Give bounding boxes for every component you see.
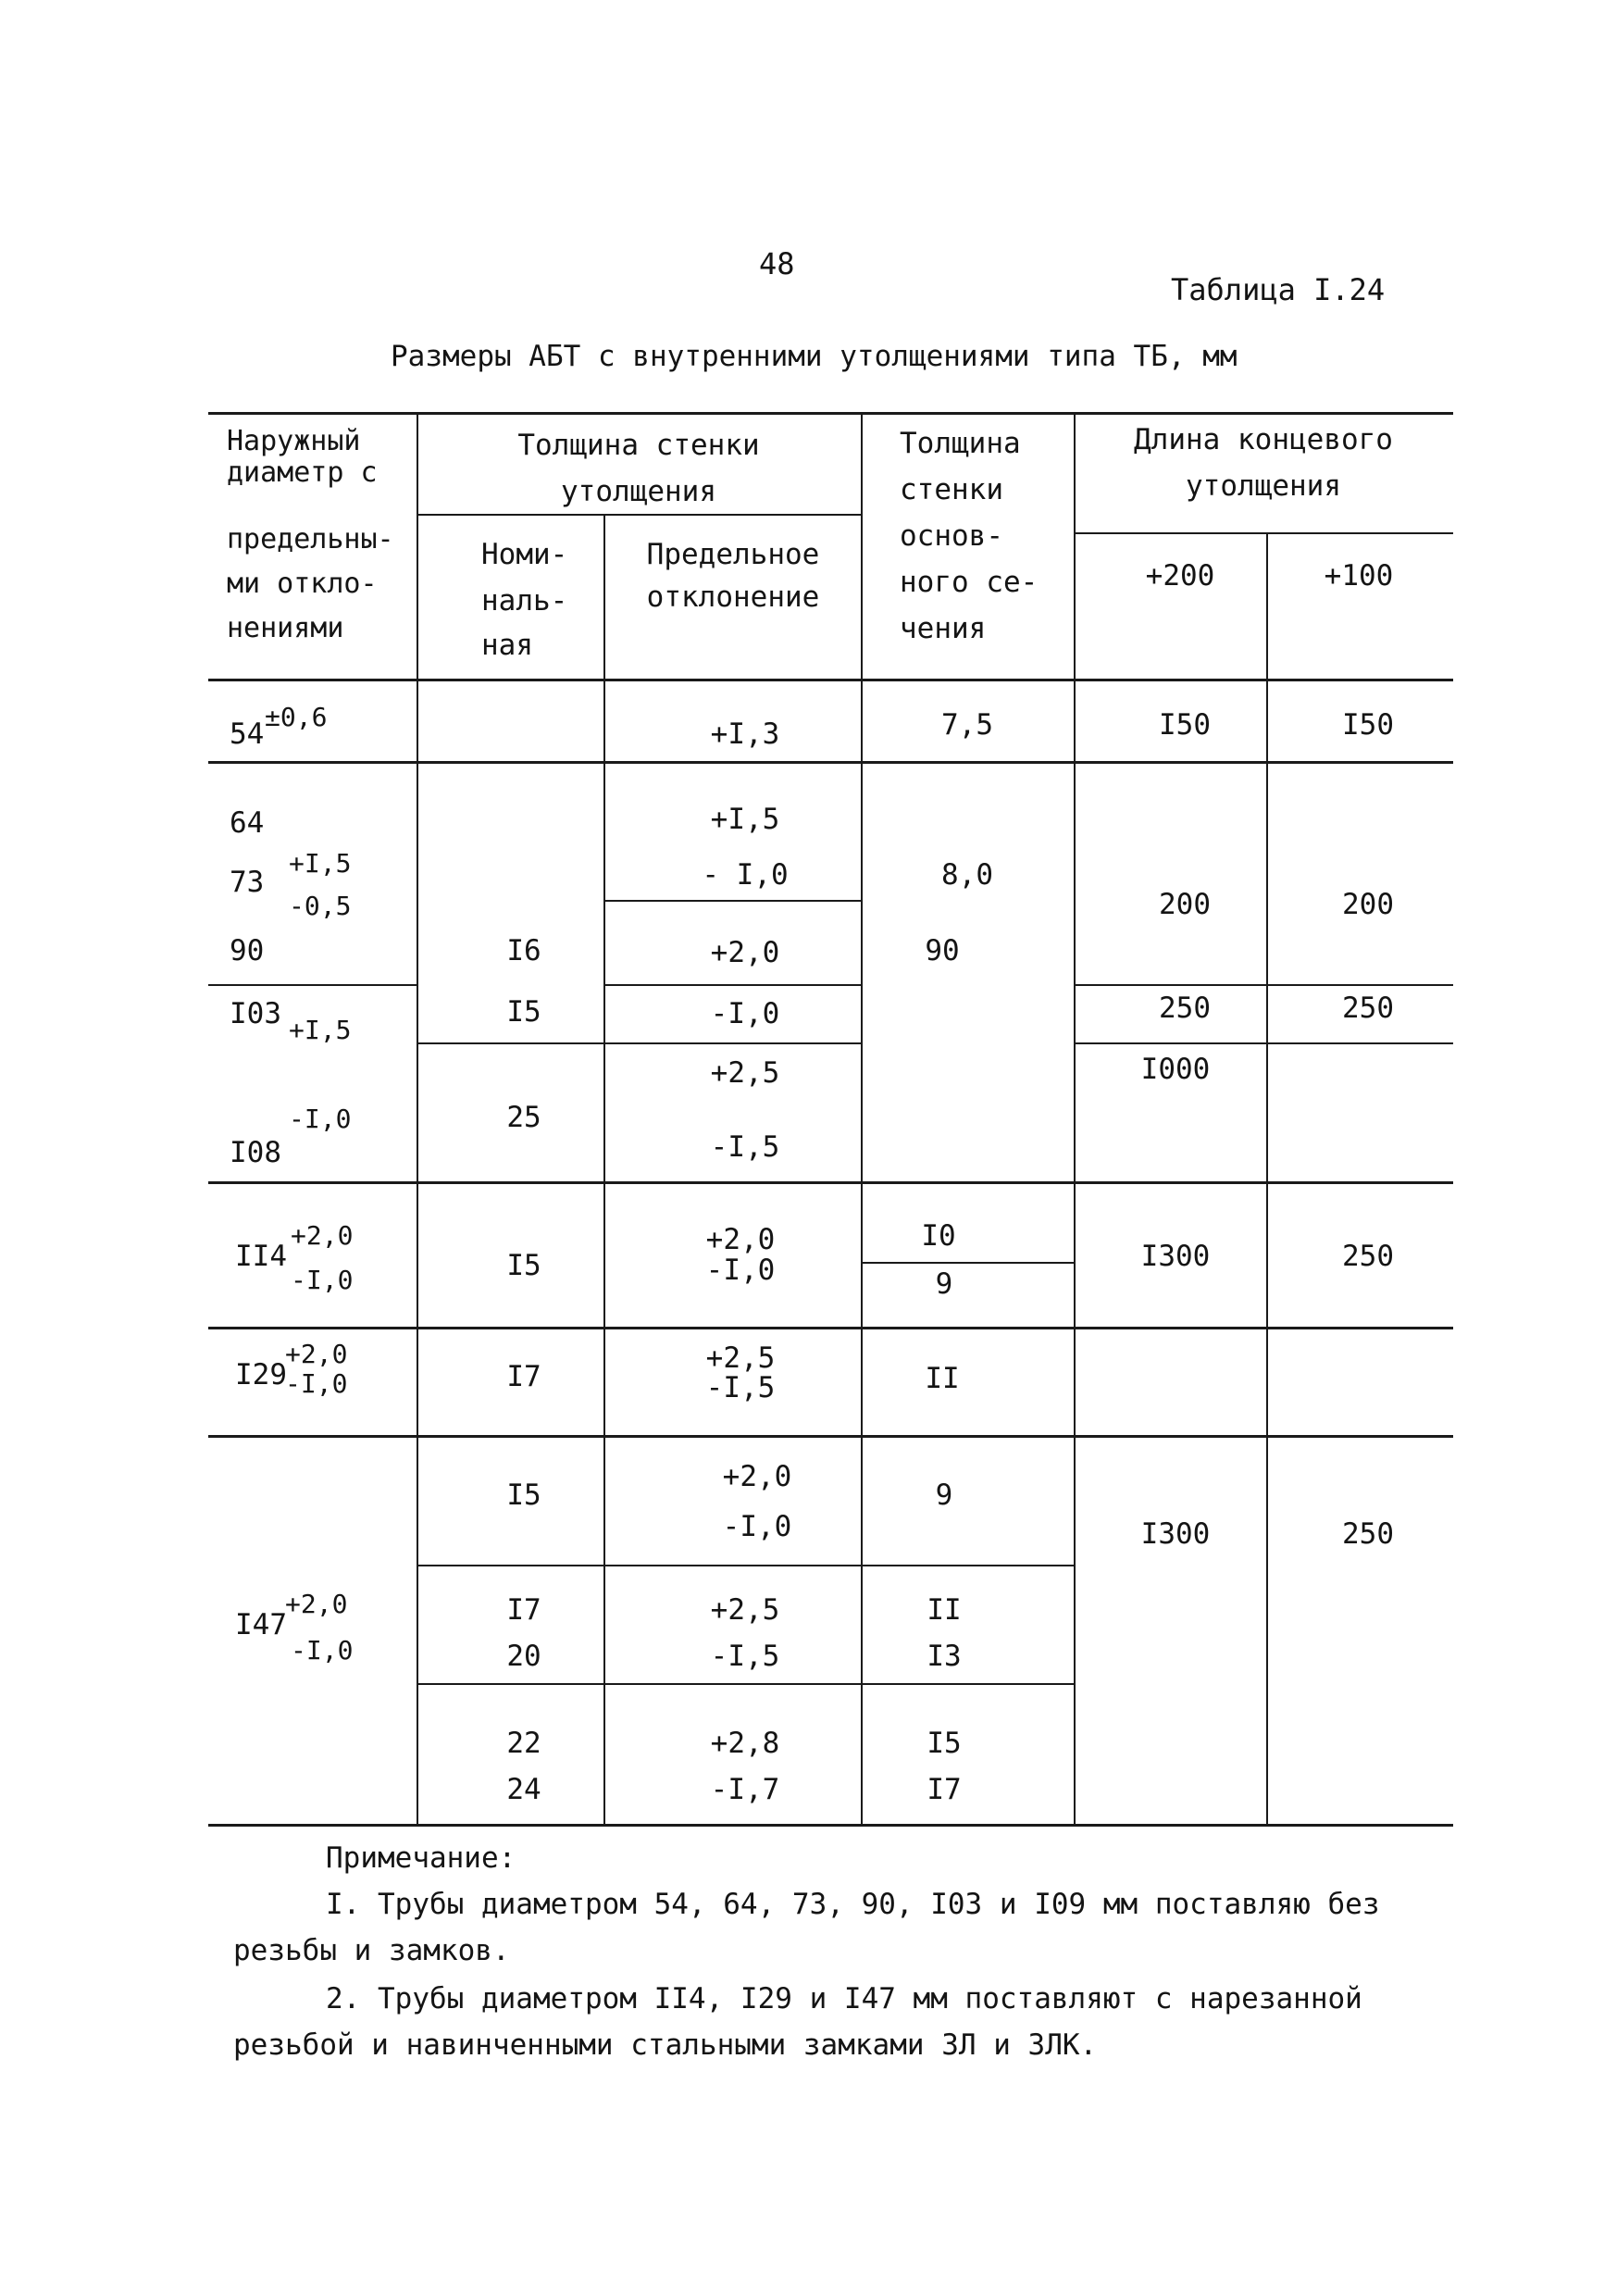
note-1-cont: резьбы и замков. bbox=[233, 1934, 510, 1967]
notes-title: Примечание: bbox=[326, 1841, 516, 1875]
note-2: 2. Трубы диаметром II4, I29 и I47 мм поставляют с нарезанной bbox=[326, 1982, 1362, 2015]
note-2-cont: резьбой и навинченными стальными замками ЗЛ и ЗЛК. bbox=[233, 2028, 1098, 2062]
page-number: 48 bbox=[759, 246, 795, 281]
table-caption: Размеры АБТ с внутренними утолщениями типа ТБ, мм bbox=[391, 340, 1238, 373]
table-label: Таблица I.24 bbox=[1171, 272, 1386, 307]
note-1: I. Трубы диаметром 54, 64, 73, 90, I03 и I09 мм поставляю без bbox=[326, 1888, 1380, 1921]
